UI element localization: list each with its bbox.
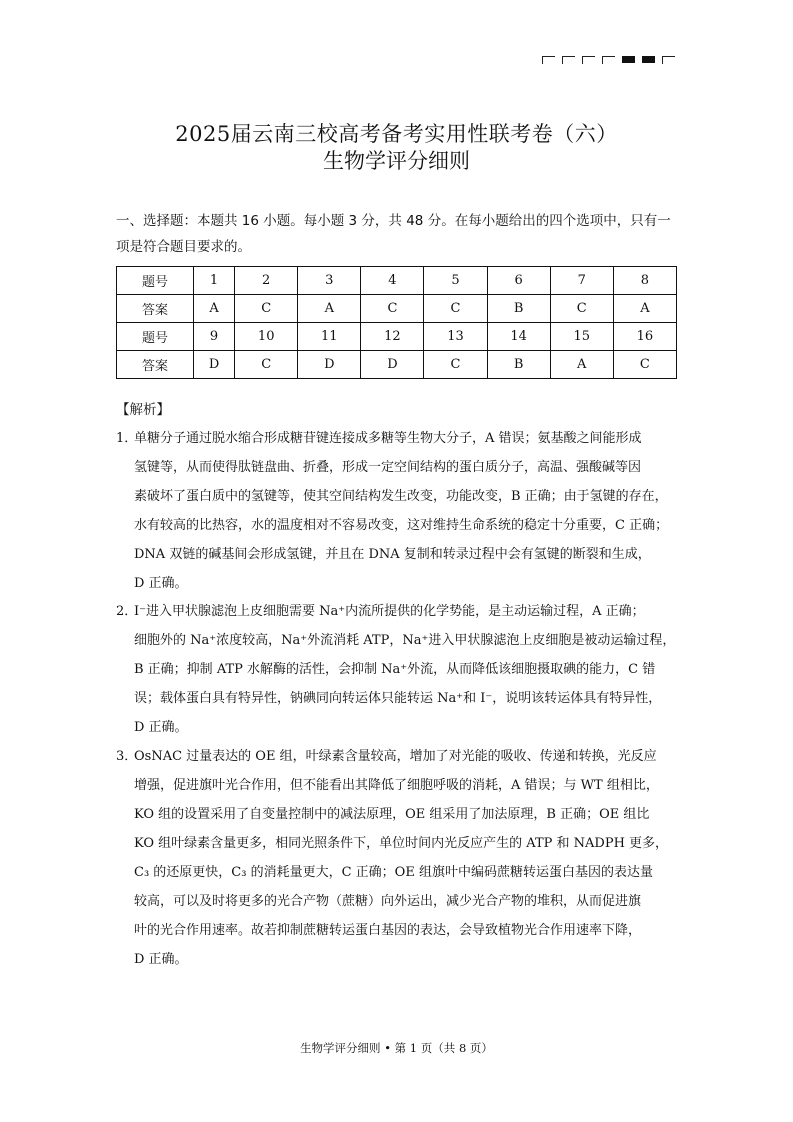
table-cell: A: [298, 295, 361, 323]
item-line: 水有较高的比热容，水的温度相对不容易改变，这对维持生命系统的稳定十分重要，C 正确；: [134, 518, 669, 533]
section-heading: [116, 208, 702, 260]
analysis-label: 【解析】: [116, 402, 170, 418]
mark-solid: [622, 56, 635, 63]
table-cell: C: [361, 295, 424, 323]
table-cell: 2: [235, 267, 298, 295]
table-row: [117, 323, 677, 351]
table-cell: 3: [298, 267, 361, 295]
table-cell: D: [361, 351, 424, 379]
section-heading-line: 项是符合题目要求的。: [116, 239, 251, 255]
mark-outline: [542, 56, 555, 64]
item-number: 1．: [116, 431, 138, 446]
table-row: [117, 351, 677, 379]
table-cell: 7: [550, 267, 613, 295]
item-line: D 正确。: [134, 576, 188, 591]
table-cell: 11: [298, 323, 361, 351]
item-line: 单糖分子通过脱水缩合形成糖苷键连接成多糖等生物大分子，A 错误；氨基酸之间能形成: [134, 431, 642, 446]
table-cell: D: [298, 351, 361, 379]
table-cell: 8: [613, 267, 676, 295]
item-line: 增强，促进旗叶光合作用，但不能看出其降低了细胞呼吸的消耗，A 错误；与 WT 组相比，: [134, 778, 659, 793]
table-cell: 5: [424, 267, 487, 295]
table-cell: A: [194, 295, 235, 323]
table-cell: C: [235, 351, 298, 379]
table-cell: 12: [361, 323, 424, 351]
item-line: 误；载体蛋白具有特异性，钠碘同向转运体只能转运 Na⁺和 I⁻，说明该转运体具有特异性，: [134, 691, 662, 706]
item-line: 氢键等，从而使得肽链盘曲、折叠，形成一定空间结构的蛋白质分子，高温、强酸碱等因: [134, 460, 642, 475]
table-row: [117, 267, 677, 295]
table-cell: 6: [487, 267, 550, 295]
page-title: 2025届云南三校高考备考实用性联考卷（六）: [175, 122, 618, 146]
item-line: C₃ 的还原更快，C₃ 的消耗量更大，C 正确；OE 组旗叶中编码蔗糖转运蛋白基因的表达量: [134, 865, 653, 880]
table-cell: 16: [613, 323, 676, 351]
item-line: 素破坏了蛋白质中的氢键等，使其空间结构发生改变，功能改变，B 正确；由于氢键的存在，: [134, 489, 668, 504]
table-row: [117, 295, 677, 323]
item-line: D 正确。: [134, 720, 188, 735]
table-cell: 15: [550, 323, 613, 351]
table-cell: A: [613, 295, 676, 323]
item-line: 较高，可以及时将更多的光合产物（蔗糖）向外运出，减少光合产物的堆积，从而促进旗: [134, 894, 642, 909]
registration-marks: [542, 56, 675, 64]
section-heading-line: 一、选择题：本题共 16 小题。每小题 3 分，共 48 分。在每小题给出的四个选项中，只有一: [116, 213, 671, 229]
item-line: B 正确；抑制 ATP 水解酶的活性，会抑制 Na⁺外流，从而降低该细胞摄取碘的能力，C 错: [134, 662, 656, 677]
table-cell: C: [550, 295, 613, 323]
analysis-item-3: [116, 742, 696, 974]
table-cell: C: [424, 295, 487, 323]
answer-table: [116, 266, 677, 379]
item-number: 2．: [116, 604, 138, 619]
row-head: 题号: [117, 323, 194, 351]
table-cell: 13: [424, 323, 487, 351]
item-body: [116, 742, 696, 974]
item-body: [116, 424, 696, 598]
item-line: OsNAC 过量表达的 OE 组，叶绿素含量较高，增加了对光能的吸收、传递和转换，光反应: [134, 749, 657, 764]
item-line: 细胞外的 Na⁺浓度较高，Na⁺外流消耗 ATP，Na⁺进入甲状腺滤泡上皮细胞是被动运输过程，: [134, 633, 676, 648]
analysis-item-1: [116, 424, 696, 598]
table-cell: 9: [194, 323, 235, 351]
item-line: D 正确。: [134, 952, 188, 967]
table-cell: A: [550, 351, 613, 379]
mark-solid: [642, 56, 655, 63]
table-cell: 4: [361, 267, 424, 295]
item-line: 叶的光合作用速率。故若抑制蔗糖转运蛋白基因的表达，会导致植物光合作用速率下降，: [134, 923, 642, 938]
row-head: 答案: [117, 351, 194, 379]
page-subtitle: 生物学评分细则: [323, 149, 470, 173]
analysis-item-2: [116, 597, 696, 742]
item-line: DNA 双链的碱基间会形成氢键，并且在 DNA 复制和转录过程中会有氢键的断裂和生成，: [134, 547, 651, 562]
table-cell: D: [194, 351, 235, 379]
table-cell: 10: [235, 323, 298, 351]
mark-outline: [582, 56, 595, 64]
page-footer: 生物学评分细则 • 第 1 页（共 8 页）: [300, 1041, 493, 1055]
table-cell: B: [487, 295, 550, 323]
mark-outline: [662, 56, 675, 64]
table-cell: C: [424, 351, 487, 379]
table-cell: C: [235, 295, 298, 323]
item-body: [116, 597, 696, 742]
row-head: 题号: [117, 267, 194, 295]
item-line: KO 组的设置采用了自变量控制中的减法原理，OE 组采用了加法原理，B 正确；OE 组比: [134, 807, 650, 822]
item-line: I⁻进入甲状腺滤泡上皮细胞需要 Na⁺内流所提供的化学势能，是主动运输过程，A 正确；: [134, 604, 645, 619]
mark-outline: [562, 56, 575, 64]
table-cell: 14: [487, 323, 550, 351]
mark-outline: [602, 56, 615, 64]
table-cell: 1: [194, 267, 235, 295]
item-number: 3．: [116, 749, 138, 764]
table-cell: C: [613, 351, 676, 379]
table-cell: B: [487, 351, 550, 379]
item-line: KO 组叶绿素含量更多，相同光照条件下，单位时间内光反应产生的 ATP 和 NADPH 更多，: [134, 836, 669, 851]
row-head: 答案: [117, 295, 194, 323]
